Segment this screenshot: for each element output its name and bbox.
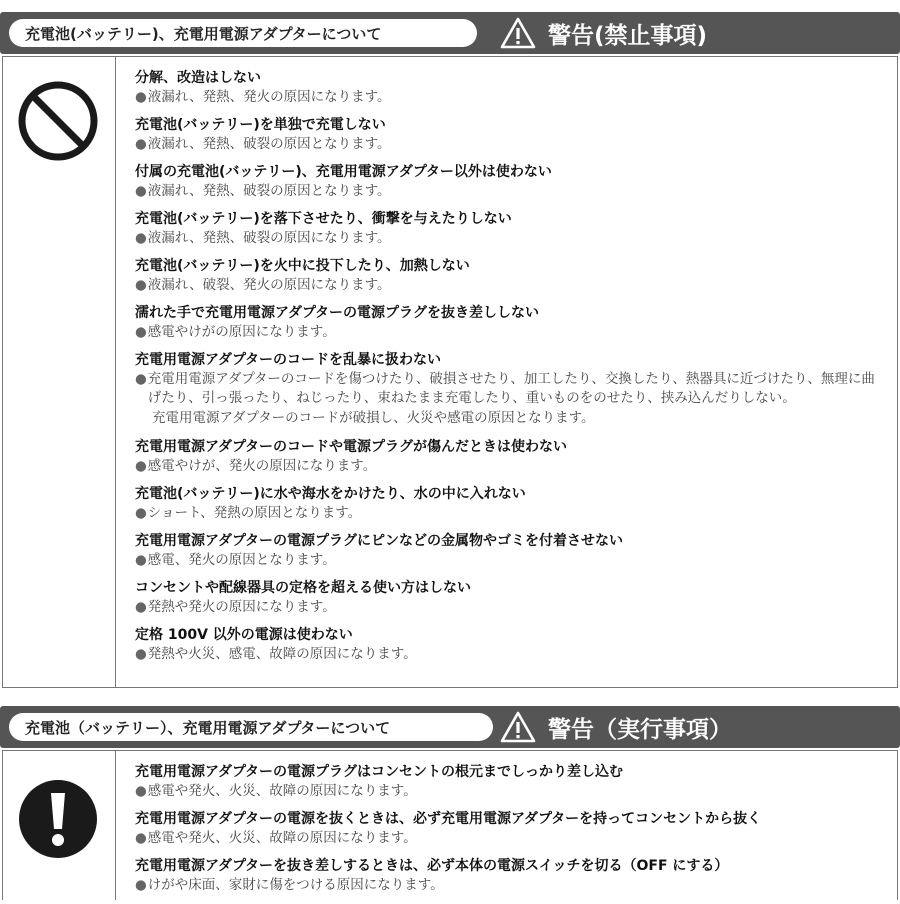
item-description-text: 充電用電源アダプターのコードを傷つけたり、破損させたり、加工したり、交換したり、熱器具に近づけたり、無理に曲げたり、引っ張ったり、ねじったり、束ねたまま充電したり、重いものをのせたり、挟み込んだりしない。 [147, 371, 875, 406]
bullet: ● [135, 458, 147, 474]
exclamation-icon [16, 777, 100, 861]
item-title: 充電用電源アダプターのコードを乱暴に扱わない [135, 352, 442, 368]
item-description [135, 504, 887, 523]
list-item [135, 438, 887, 476]
item-description [135, 276, 887, 295]
prohibited-items-list [135, 69, 887, 673]
bullet: ● [135, 552, 147, 568]
item-description-text: 発熱や発火の原因になります。 [147, 599, 336, 615]
bullet: ● [135, 783, 147, 799]
item-description [135, 88, 887, 107]
item-description-text: 液漏れ、発熱、発火の原因になります。 [147, 89, 391, 105]
list-item [135, 763, 887, 801]
item-description-text: 感電や発火、火災、故障の原因になります。 [147, 783, 417, 799]
item-title: コンセントや配線器具の定格を超える使い方はしない [135, 580, 471, 596]
item-description-text: ショート、発熱の原因となります。 [147, 505, 362, 521]
list-item [135, 210, 887, 248]
bullet: ● [135, 371, 147, 387]
item-description [135, 876, 887, 895]
item-title: 定格 100V 以外の電源は使わない [135, 627, 353, 643]
item-title: 充電用電源アダプターの電源プラグはコンセントの根元までしっかり差し込む [135, 764, 624, 780]
item-description [135, 782, 887, 801]
bullet: ● [135, 136, 147, 152]
bullet: ● [135, 830, 147, 846]
prohibited-icon-column [3, 57, 116, 687]
item-description-text: 感電や発火、火災、故障の原因になります。 [147, 830, 417, 846]
mandatory-header [0, 706, 900, 748]
item-description-text: 液漏れ、発熱、破裂の原因となります。 [147, 136, 391, 152]
bullet: ● [135, 89, 147, 105]
prohibited-warning-title: 警告(禁止事項) [548, 22, 708, 49]
list-item [135, 579, 887, 617]
mandatory-warning-heading [500, 706, 732, 748]
list-item [135, 69, 887, 107]
item-title: 付属の充電池(バッテリー)、充電用電源アダプター以外は使わない [135, 164, 552, 180]
item-title: 充電用電源アダプターのコードや電源プラグが傷んだときは使わない [135, 439, 568, 455]
bullet: ● [135, 505, 147, 521]
item-description [135, 829, 887, 848]
item-description-text: けがや床面、家財に傷をつける原因になります。 [147, 877, 444, 893]
mandatory-panel [2, 750, 898, 900]
item-title: 充電用電源アダプターを抜き差しするときは、必ず本体の電源スイッチを切る（OFF にする） [135, 858, 729, 874]
list-item [135, 626, 887, 664]
item-description-text: 感電やけが、発火の原因になります。 [147, 458, 377, 474]
list-item [135, 257, 887, 295]
item-description-consequence: 充電用電源アダプターのコードが破損し、火災や感電の原因となります。 [152, 410, 595, 426]
list-item [135, 116, 887, 154]
bullet: ● [135, 646, 147, 662]
bullet: ● [135, 877, 147, 893]
item-description [135, 323, 887, 342]
item-description [135, 182, 887, 201]
list-item [135, 810, 887, 848]
item-title: 充電池(バッテリー)を単独で充電しない [135, 117, 386, 133]
item-title: 充電池(バッテリー)を火中に投下したり、加熱しない [135, 258, 470, 274]
item-description [135, 229, 887, 248]
list-item [135, 304, 887, 342]
mandatory-topic-label: 充電池（バッテリー）、充電用電源アダプターについて [9, 713, 493, 741]
item-description [135, 645, 887, 664]
item-title: 分解、改造はしない [135, 70, 261, 86]
item-description-text: 液漏れ、発熱、破裂の原因になります。 [147, 230, 391, 246]
item-description-text: 感電、発火の原因となります。 [147, 552, 336, 568]
prohibition-icon [16, 79, 100, 163]
list-item [135, 163, 887, 201]
bullet: ● [135, 277, 147, 293]
mandatory-warning-title: 警告（実行事項） [548, 716, 732, 743]
item-title: 充電用電源アダプターの電源プラグにピンなどの金属物やゴミを付着させない [135, 533, 624, 549]
bullet: ● [135, 324, 147, 340]
bullet: ● [135, 599, 147, 615]
bullet: ● [135, 230, 147, 246]
item-title: 濡れた手で充電用電源アダプターの電源プラグを抜き差ししない [135, 305, 540, 321]
warning-triangle-icon [500, 711, 536, 743]
item-title: 充電池(バッテリー)を落下させたり、衝撃を与えたりしない [135, 211, 512, 227]
mandatory-items-list [135, 763, 887, 904]
warning-triangle-icon [500, 17, 536, 49]
item-description-text: 液漏れ、破裂、発火の原因になります。 [147, 277, 391, 293]
item-title: 充電池(バッテリー)に水や海水をかけたり、水の中に入れない [135, 486, 526, 502]
list-item [135, 857, 887, 895]
item-description-text: 感電やけがの原因になります。 [147, 324, 336, 340]
item-description [135, 370, 887, 408]
list-item [135, 351, 887, 429]
prohibited-panel [2, 56, 898, 688]
item-title: 充電用電源アダプターの電源を抜くときは、必ず充電用電源アダプターを持ってコンセントから抜く [135, 811, 762, 827]
list-item [135, 485, 887, 523]
item-description [135, 598, 887, 617]
item-description-text: 発熱や火災、感電、故障の原因になります。 [147, 646, 417, 662]
item-description [135, 457, 887, 476]
bullet: ● [135, 183, 147, 199]
list-item [135, 532, 887, 570]
item-description [135, 135, 887, 154]
prohibited-warning-heading [500, 12, 707, 54]
mandatory-icon-column [3, 751, 116, 900]
item-description [135, 551, 887, 570]
prohibited-topic-label: 充電池(バッテリー)、充電用電源アダプターについて [9, 19, 477, 47]
prohibited-header [0, 12, 900, 54]
item-description-text: 液漏れ、発熱、破裂の原因となります。 [147, 183, 391, 199]
